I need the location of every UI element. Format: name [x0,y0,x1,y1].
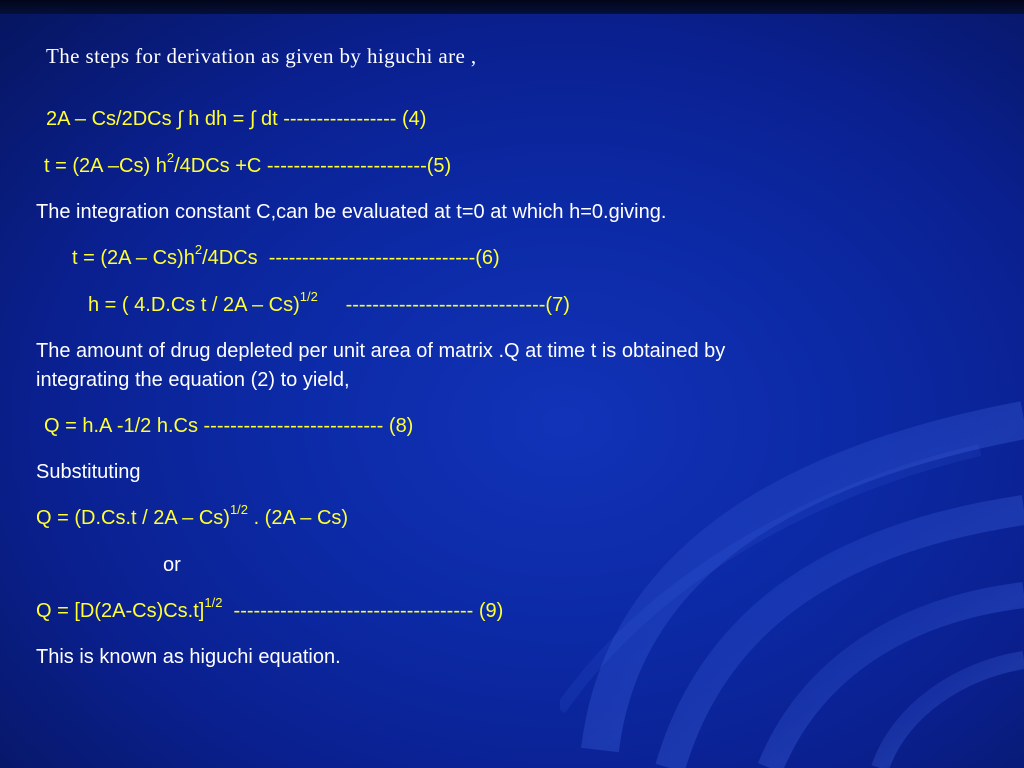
or-text: or [163,554,181,576]
equation-9: $Q = [D(2A-Cs)Cs.t]^{1/2}$ ------------------------------------ (9) [36,595,504,622]
slide-top-bar [0,0,1024,14]
equation-7: h = ( 4.D.Cs t / 2A – Cs)$^{1/2}$ ------------------------------(7) [88,289,570,316]
conclusion-text: This is known as higuchi equation. [36,646,341,668]
amount-text-line-1: The amount of drug depleted per unit area of matrix .Q at time t is obtained by [36,340,726,362]
equation-substituted: Q = (D.Cs.t / 2A – Cs)$^{1/2}$ . (2A – Cs) [36,502,349,529]
amount-text-line-2: integrating the equation (2) to yield, [36,369,350,391]
integration-constant-text: The integration constant C,can be evaluated at t=0 at which h=0.giving. [36,201,667,223]
equation-6: $t = (2A - Cs)h^2/4DCs$ -------------------------------(6) [72,242,500,269]
equation-4: 2A – Cs/2DCs ∫ h dh = ∫ dt ----------------- (4) [46,108,427,130]
slide-title: The steps for derivation as given by higuchi are , [46,44,477,68]
decorative-swirl [560,330,1024,768]
equation-5: t = (2A –Cs) $h^2/4DCs +C$ ------------------------(5) [44,150,452,177]
substituting-text: Substituting [36,461,141,483]
equation-8: Q = h.A -1/2 h.Cs --------------------------- (8) [44,415,414,437]
